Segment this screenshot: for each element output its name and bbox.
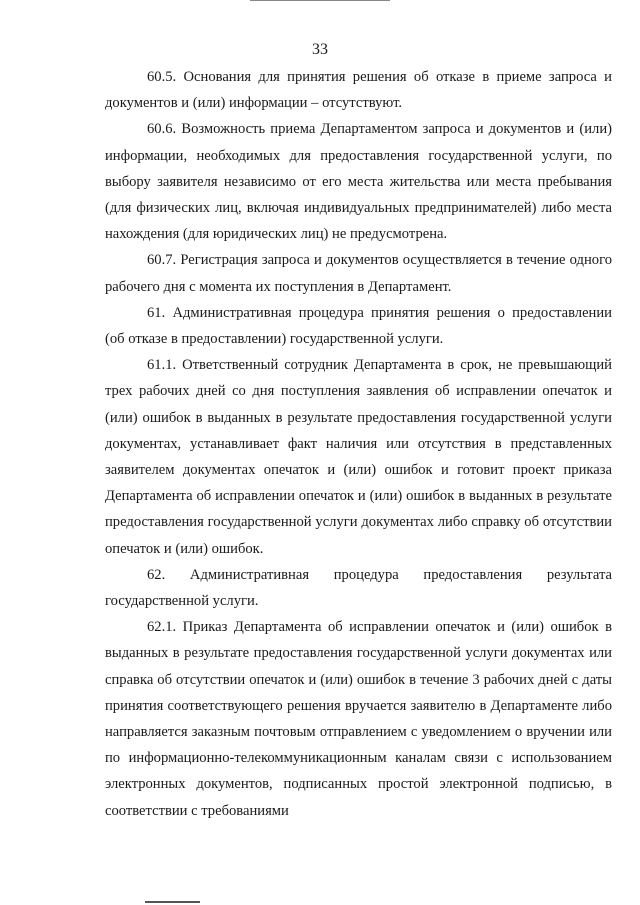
paragraph-62: 62. Административная процедура предоставления результата государственной услуги. xyxy=(105,566,612,610)
paragraph-60-6: 60.6. Возможность приема Департаментом запроса и документов и (или) информации, необходимых для предоставления государственной услуги, по выбору заявителя независимо от его места жительства или места пребывания (для физических лиц, включая индивидуальных предпринимателей) либо места нахождения (для юридических лиц) не предусмотрена. xyxy=(105,121,612,243)
scan-edge-mark xyxy=(250,0,390,1)
paragraph-61: 61. Административная процедура принятия решения о предоставлении (об отказе в предоставлении) государственной услуги. xyxy=(105,304,612,348)
document-body xyxy=(105,64,612,824)
scan-edge-mark-bottom xyxy=(145,901,200,903)
paragraph-61-1: 61.1. Ответственный сотрудник Департамента в срок, не превышающий трех рабочих дней со дня поступления заявления об исправлении опечаток и (или) ошибок в выданных в результате предоставления государственной услуги документах, устанавливает факт наличия или отсутствия в представленных заявителем документах опечаток и (или) ошибок и готовит проект приказа Департамента об исправлении опечаток и (или) ошибок в выданных в результате предоставления государственной услуги документах либо справку об отсутствии опечаток и (или) ошибок. xyxy=(105,357,612,557)
paragraph-60-7: 60.7. Регистрация запроса и документов осуществляется в течение одного рабочего дня с момента их поступления в Департамент. xyxy=(105,252,612,295)
page-number: 33 xyxy=(312,41,328,58)
paragraph-62-1: 62.1. Приказ Департамента об исправлении опечаток и (или) ошибок в выданных в результате предоставления государственной услуги документах или справка об отсутствии опечаток и (или) ошибок в течение 3 рабочих дней с даты принятия соответствующего решения вручается заявителю в Департаменте либо направляется заказным почтовым отправлением с уведомлением о вручении или по информационно-телекоммуникационным каналам связи с использованием электронных документов, подписанных простой электронной подписью, в соответствии с требованиями xyxy=(105,619,612,819)
paragraph-60-5: 60.5. Основания для принятия решения об отказе в приеме запроса и документов и (или) информации – отсутствуют. xyxy=(105,69,612,112)
